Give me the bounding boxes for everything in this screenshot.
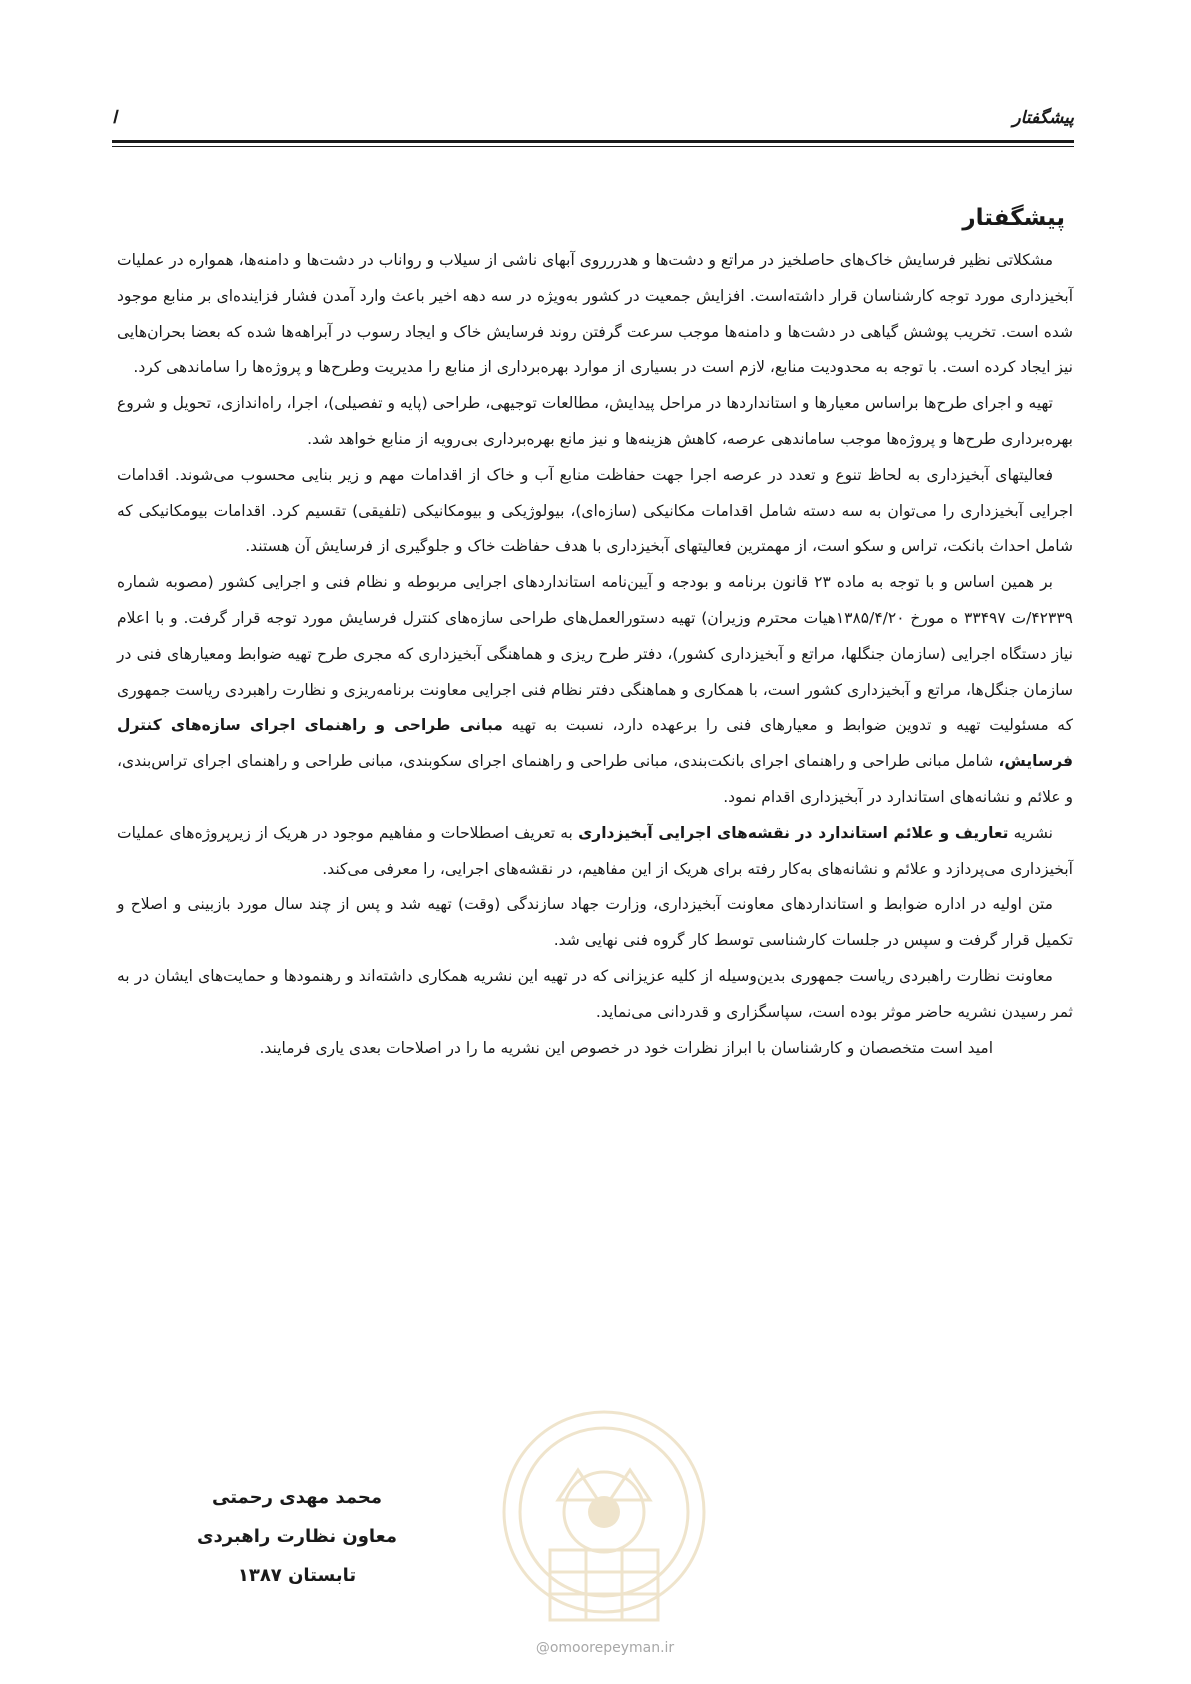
body-text — [117, 243, 1073, 1066]
paragraph-4-text-a: بر همین اساس و با توجه به ماده ۲۳ قانون برنامه و بودجه و آیین‌نامه استانداردهای اجرایی مربوطه و نظام فنی و اجرایی کشور (مصوبه شماره ۴۲۳۳۹/ت ۳۳۴۹۷ ه مورخ ۱۳۸۵/۴/۲۰هیات محترم وزیران) تهیه دستورالعمل‌های طراحی سازه‌های کنترل فرسایش مورد توجه قرار گرفت. و با اعلام نیاز دستگاه اجرایی (سازمان جنگلها، مراتع و آبخیزداری کشور)، دفتر طرح ریزی و هماهنگی آبخیزداری که مجری طرح تهیه ضوابط ومعیارهای فنی در سازمان جنگل‌ها، مراتع و آبخیزداری کشور است، با همکاری و هماهنگی دفتر نظام فنی اجرایی معاونت برنامه‌ریزی و نظارت راهبردی ریاست جمهوری که مسئولیت تهیه و تدوین ضوابط و معیارهای فنی را برعهده دارد، نسبت به تهیه — [117, 573, 1073, 735]
paragraph-5-bold: تعاریف و علائم استاندارد در نقشه‌های اجرایی آبخیزداری — [578, 823, 1009, 842]
paragraph-5 — [117, 816, 1073, 888]
paragraph-3: فعالیتهای آبخیزداری به لحاظ تنوع و تعدد در عرصه اجرا جهت حفاظت منابع آب و خاک از اقدامات مهم و زیر بنایی محسوب می‌شوند. اقدامات اجرایی آبخیزداری را می‌توان به سه دسته شامل اقدامات مکانیکی (سازه‌ای)، بیولوژیکی و بیومکانیکی (تلفیقی) تقسیم کرد. اقدامات بیومکانیکی که شامل احداث بانکت، تراس و سکو است، از مهمترین فعالیتهای آبخیزداری با هدف حفاظت خاک و جلوگیری از فرسایش آن هستند. — [117, 465, 1073, 556]
paragraph-2: تهیه و اجرای طرح‌ها براساس معیارها و استانداردها در مراحل پیدایش، مطالعات توجیهی، طراحی (پایه و تفصیلی)، اجرا، راه‌اندازی، تحویل و شروع بهره‌برداری طرح‌ها و پروژه‌ها موجب ساماندهی عرصه، کاهش هزینه‌ها و نیز مانع بهره‌برداری بی‌رویه از منابع خواهد شد. — [117, 394, 1073, 448]
watermark-seal-icon — [488, 1400, 720, 1650]
section-title: پیشگفتار — [962, 205, 1065, 231]
signature-date: تابستان ۱۳۸۷ — [237, 1565, 357, 1586]
paragraph-1: مشکلاتی نظیر فرسایش خاک‌های حاصلخیز در مراتع و دشت‌ها و هدررروی آبهای ناشی از سیلاب و رواناب در دشت‌ها و دامنه‌ها، همواره در عملیات آبخیزداری مورد توجه کارشناسان قرار داشته‌است. افزایش جمعیت در کشور به‌ویژه در سه دهه اخیر باعث وارد آمدن فشار فزاینده‌ای بر منابع موجود شده است. تخریب پوشش گیاهی در دشت‌ها و دامنه‌ها موجب سرعت گرفتن روند فرسایش خاک و ایجاد رسوب در آبراهه‌ها شده که بعضا بحران‌هایی نیز ایجاد کرده است. با توجه به محدودیت منابع، لازم است در بسیاری از موارد بهره‌برداری از منابع را مدیریت وطرح‌ها و پروژه‌ها را ساماندهی کرد. — [117, 251, 1073, 377]
running-header-title: پیشگفتار — [1012, 108, 1074, 128]
header-rule-thin — [112, 146, 1074, 147]
signature-block — [182, 1478, 412, 1595]
paragraph-7: معاونت نظارت راهبردی ریاست جمهوری بدین‌وسیله از کلیه عزیزانی که در تهیه این نشریه همکاری داشته‌اند و رهنمودها و حمایت‌های ایشان در به ثمر رسیدن نشریه حاضر موثر بوده است، سپاسگزاری و قدردانی می‌نماید. — [117, 966, 1073, 1021]
watermark-text: @omoorepeyman.ir — [535, 1640, 675, 1656]
signatory-name: محمد مهدی رحمتی — [212, 1487, 382, 1508]
header-rule-thick — [112, 140, 1074, 143]
paragraph-4-bold: مبانی طراحی و راهنمای اجرای سازه‌های کنترل فرسایش، — [117, 716, 1073, 771]
page-header — [112, 108, 1074, 128]
paragraph-4 — [117, 565, 1073, 816]
paragraph-4-text-b: شامل مبانی طراحی و راهنمای اجرای بانکت‌بندی، مبانی طراحی و راهنمای اجرای سکوبندی، مبانی طراحی و راهنمای اجرای تراس‌بندی، و علائم و نشانه‌های استاندارد در آبخیزداری اقدام نمود. — [117, 752, 1073, 806]
paragraph-5-text-b: به تعریف اصطلاحات و مفاهیم موجود در هریک از زیرپروژه‌های عملیات آبخیزداری می‌پردازد و علائم و نشانه‌های به‌کار رفته برای هریک از این مفاهیم، در نقشه‌های اجرایی، را معرفی می‌کند. — [117, 823, 1073, 878]
signatory-position: معاون نظارت راهبردی — [197, 1526, 397, 1547]
paragraph-5-text-a: نشریه — [1008, 823, 1053, 842]
paragraph-6: متن اولیه در اداره ضوابط و استانداردهای معاونت آبخیزداری، وزارت جهاد سازندگی (وقت) تهیه شد و پس از چند سال مورد بازبینی و اصلاح و تکمیل قرار گرفت و سپس در جلسات کارشناسی توسط کار گروه فنی نهایی شد. — [117, 895, 1073, 950]
page-number: ا — [112, 108, 117, 128]
paragraph-8: امید است متخصصان و کارشناسان با ابراز نظرات خود در خصوص این نشریه ما را در اصلاحات بعدی یاری فرمایند. — [259, 1038, 993, 1057]
